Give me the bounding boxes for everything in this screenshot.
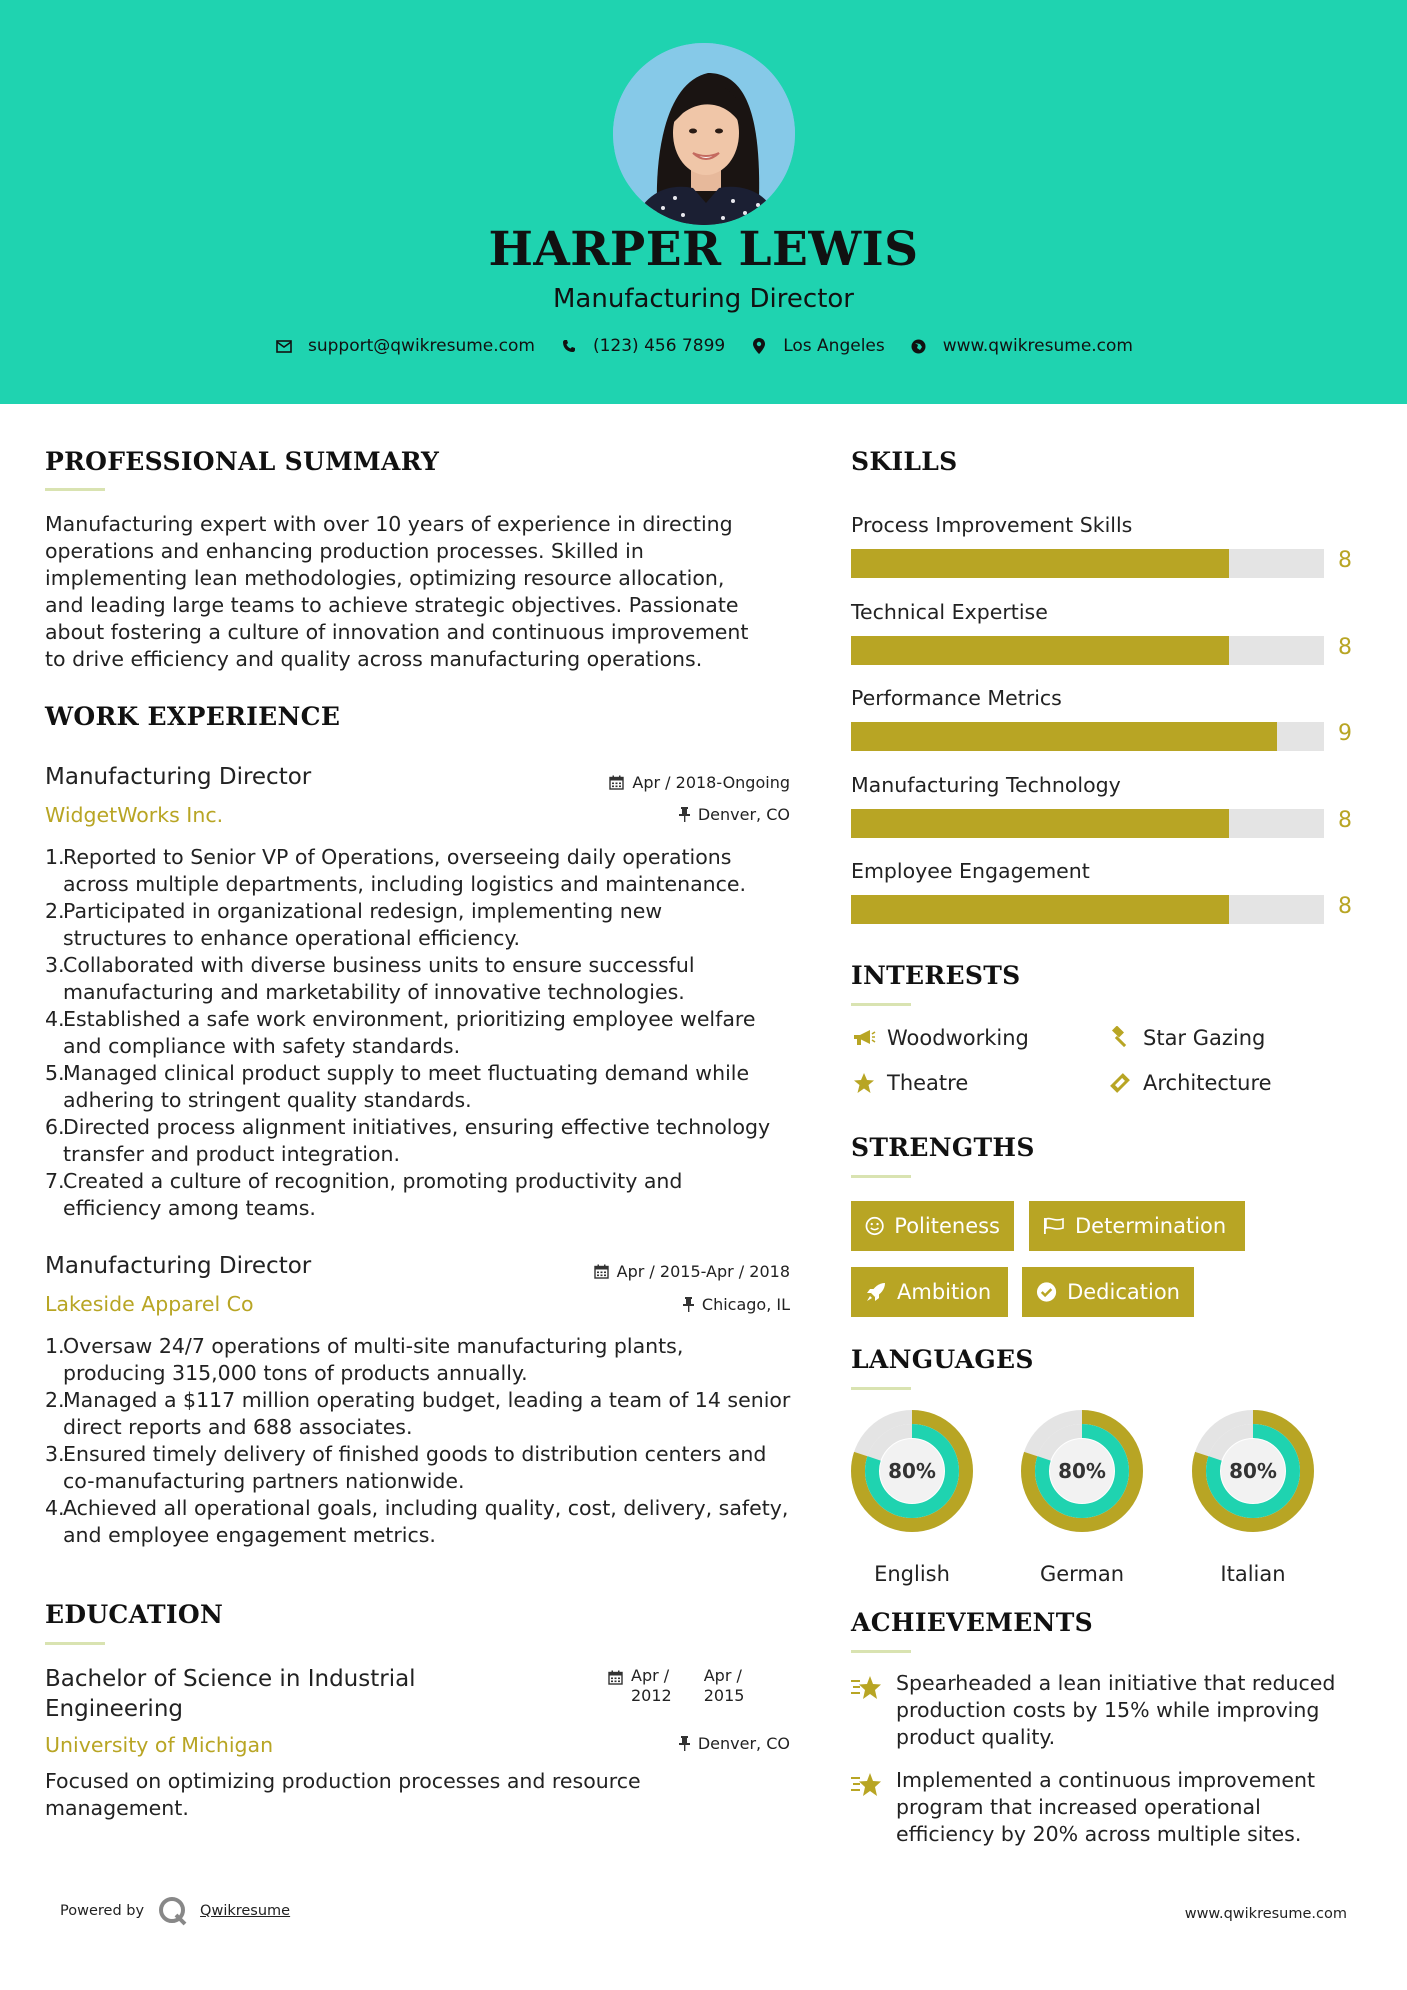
education-underline — [45, 1642, 105, 1645]
contact-email[interactable] — [274, 336, 535, 356]
strength-tag: Determination — [1029, 1201, 1245, 1251]
map-pin-icon — [749, 336, 769, 356]
list-item: 4. Established a safe work environment, prioritizing employee welfare and compliance with safety standards. — [45, 1007, 756, 1058]
language-name: English — [874, 1562, 950, 1586]
strength-tag: Ambition — [851, 1267, 1008, 1317]
megaphone-icon — [851, 1028, 877, 1048]
contact-bar — [0, 336, 1407, 356]
language-item — [1021, 1410, 1143, 1586]
skills-heading: SKILLS — [851, 447, 958, 476]
achievements-heading: ACHIEVEMENTS — [851, 1608, 1093, 1637]
shooting-star-icon — [849, 1770, 883, 1804]
calendar-icon — [594, 1264, 609, 1279]
job-location: Denver, CO — [560, 805, 790, 824]
skill-score: 8 — [1338, 807, 1352, 833]
rocket-icon — [865, 1281, 887, 1303]
pushpin-icon — [683, 1297, 694, 1312]
job-location: Chicago, IL — [560, 1295, 790, 1314]
list-item: 1. Reported to Senior VP of Operations, overseeing daily operations across multiple departments, including logistics and maintenance. — [45, 845, 747, 896]
ticket-icon — [1107, 1071, 1133, 1095]
skill-name: Process Improvement Skills — [851, 513, 1133, 537]
summary-text: Manufacturing expert with over 10 years of experience in directing operations and enhancing production processes. Skilled in implementing lean methodologies, optimizing resource allocation, and leading large teams to achieve strategic objectives. Passionate about fostering a culture of innovation and continuous improvement to drive efficiency and quality across manufacturing operations. — [45, 512, 749, 671]
skill-bar — [851, 722, 1324, 751]
summary-heading: PROFESSIONAL SUMMARY — [45, 447, 440, 476]
education-dates: Apr / 2012 Apr / 2015 — [608, 1666, 744, 1706]
job-title: Manufacturing Director — [45, 1253, 312, 1279]
skill-score: 9 — [1338, 721, 1352, 746]
skill-name: Performance Metrics — [851, 686, 1062, 710]
education-location: Denver, CO — [560, 1734, 790, 1753]
footer-website[interactable]: www.qwikresume.com — [1184, 1906, 1347, 1922]
candidate-role: Manufacturing Director — [553, 284, 854, 314]
phone-text: (123) 456 7899 — [592, 336, 726, 356]
degree-title: Bachelor of Science in Industrial Engineering — [45, 1666, 416, 1722]
location-text: Los Angeles — [783, 336, 885, 356]
contact-phone[interactable] — [559, 336, 725, 356]
calendar-icon — [608, 1670, 623, 1685]
interests-underline — [851, 1003, 911, 1006]
strengths-heading: STRENGTHS — [851, 1133, 1035, 1162]
skill-score: 8 — [1338, 894, 1352, 919]
job-company: Lakeside Apparel Co — [45, 1292, 254, 1316]
experience-heading: WORK EXPERIENCE — [45, 702, 341, 731]
achievement-item: Spearheaded a lean initiative that reduced production costs by 15% while improving product quality. — [896, 1671, 1336, 1749]
skill-name: Technical Expertise — [851, 599, 1048, 624]
job-dates: Apr / 2018-Ongoing — [560, 773, 790, 792]
skill-bar — [851, 549, 1324, 578]
skill-bar — [851, 895, 1324, 924]
powered-by — [60, 1896, 290, 1926]
skill-bar-fill — [851, 895, 1229, 924]
profile-photo — [613, 43, 795, 225]
skill-bar-fill — [851, 809, 1229, 838]
education-description: Focused on optimizing production processes and resource management. — [45, 1769, 641, 1820]
flag-icon — [1043, 1217, 1065, 1235]
list-item: 5. Managed clinical product supply to meet fluctuating demand while adhering to stringent quality standards. — [45, 1061, 750, 1112]
interests-heading: INTERESTS — [851, 961, 1021, 990]
job-company: WidgetWorks Inc. — [45, 803, 224, 827]
skill-bar-fill — [851, 549, 1229, 578]
list-item: 4. Achieved all operational goals, including quality, cost, delivery, safety, and employee engagement metrics. — [45, 1496, 789, 1547]
list-item: 3. Ensured timely delivery of finished goods to distribution centers and co-manufacturing partners nationwide. — [45, 1442, 767, 1493]
list-item: 2. Participated in organizational redesign, implementing new structures to enhance operational efficiency. — [45, 899, 663, 950]
phone-icon — [559, 336, 579, 356]
skill-score: 8 — [1338, 634, 1352, 660]
education-heading: EDUCATION — [45, 1600, 224, 1629]
skill-bar-fill — [851, 636, 1229, 665]
strengths-underline — [851, 1175, 911, 1178]
calendar-icon — [609, 775, 624, 790]
strength-tag: Politeness — [851, 1201, 1014, 1251]
list-item: 2. Managed a $117 million operating budget, leading a team of 14 senior direct reports and 688 associates. — [45, 1388, 791, 1439]
contact-location — [749, 336, 885, 356]
language-percent: 80% — [888, 1459, 936, 1483]
resume-header — [0, 0, 1407, 404]
check-circle-icon — [1036, 1281, 1057, 1303]
job-bullets — [45, 1333, 805, 1549]
interest-item: Woodworking — [851, 1026, 1029, 1050]
website-text: www.qwikresume.com — [942, 336, 1133, 356]
skill-bar-fill — [851, 722, 1277, 751]
language-item — [1192, 1410, 1314, 1586]
email-text: support@qwikresume.com — [308, 336, 535, 356]
skill-bar — [851, 636, 1324, 665]
list-item: 6. Directed process alignment initiatives, ensuring effective technology transfer and product integration. — [45, 1115, 771, 1166]
star-icon — [851, 1072, 877, 1094]
language-percent: 80% — [1058, 1459, 1106, 1483]
qwikresume-link[interactable]: Qwikresume — [200, 1903, 291, 1919]
school-name: University of Michigan — [45, 1733, 274, 1757]
strength-tag: Dedication — [1022, 1267, 1194, 1317]
shooting-star-icon — [849, 1673, 883, 1707]
skill-score: 8 — [1338, 548, 1352, 573]
powered-by-label: Powered by — [60, 1903, 145, 1919]
job-dates: Apr / 2015-Apr / 2018 — [540, 1262, 790, 1281]
skill-name: Employee Engagement — [851, 859, 1090, 883]
language-percent: 80% — [1229, 1459, 1277, 1483]
skill-name: Manufacturing Technology — [851, 772, 1121, 797]
globe-icon — [909, 336, 929, 356]
interest-item: Theatre — [851, 1071, 968, 1095]
language-item — [851, 1410, 973, 1586]
summary-underline — [45, 488, 105, 491]
job-bullets — [45, 844, 805, 1222]
pushpin-icon — [679, 1736, 690, 1751]
smile-icon — [865, 1216, 884, 1236]
language-name: Italian — [1220, 1562, 1286, 1586]
achievement-item: Implemented a continuous improvement program that increased operational efficiency by 20% across multiple sites. — [896, 1768, 1315, 1846]
contact-website[interactable] — [909, 336, 1133, 356]
achievements-underline — [851, 1650, 911, 1653]
interest-item: Architecture — [1107, 1071, 1272, 1095]
gavel-icon — [1107, 1026, 1133, 1050]
qwikresume-logo-icon — [158, 1896, 188, 1926]
skill-bar — [851, 809, 1324, 838]
languages-underline — [851, 1387, 911, 1390]
language-name: German — [1039, 1562, 1125, 1586]
list-item: 3. Collaborated with diverse business units to ensure successful manufacturing and marketability of innovative technologies. — [45, 953, 695, 1004]
candidate-name: HARPER LEWIS — [488, 222, 919, 277]
list-item: 1. Oversaw 24/7 operations of multi-site manufacturing plants, producing 315,000 tons of products annually. — [45, 1334, 684, 1385]
languages-heading: LANGUAGES — [851, 1345, 1034, 1374]
interest-item: Star Gazing — [1107, 1026, 1265, 1050]
pushpin-icon — [679, 807, 690, 822]
job-title: Manufacturing Director — [45, 764, 312, 790]
envelope-icon — [274, 336, 294, 356]
list-item: 7. Created a culture of recognition, promoting productivity and efficiency among teams. — [45, 1169, 683, 1220]
